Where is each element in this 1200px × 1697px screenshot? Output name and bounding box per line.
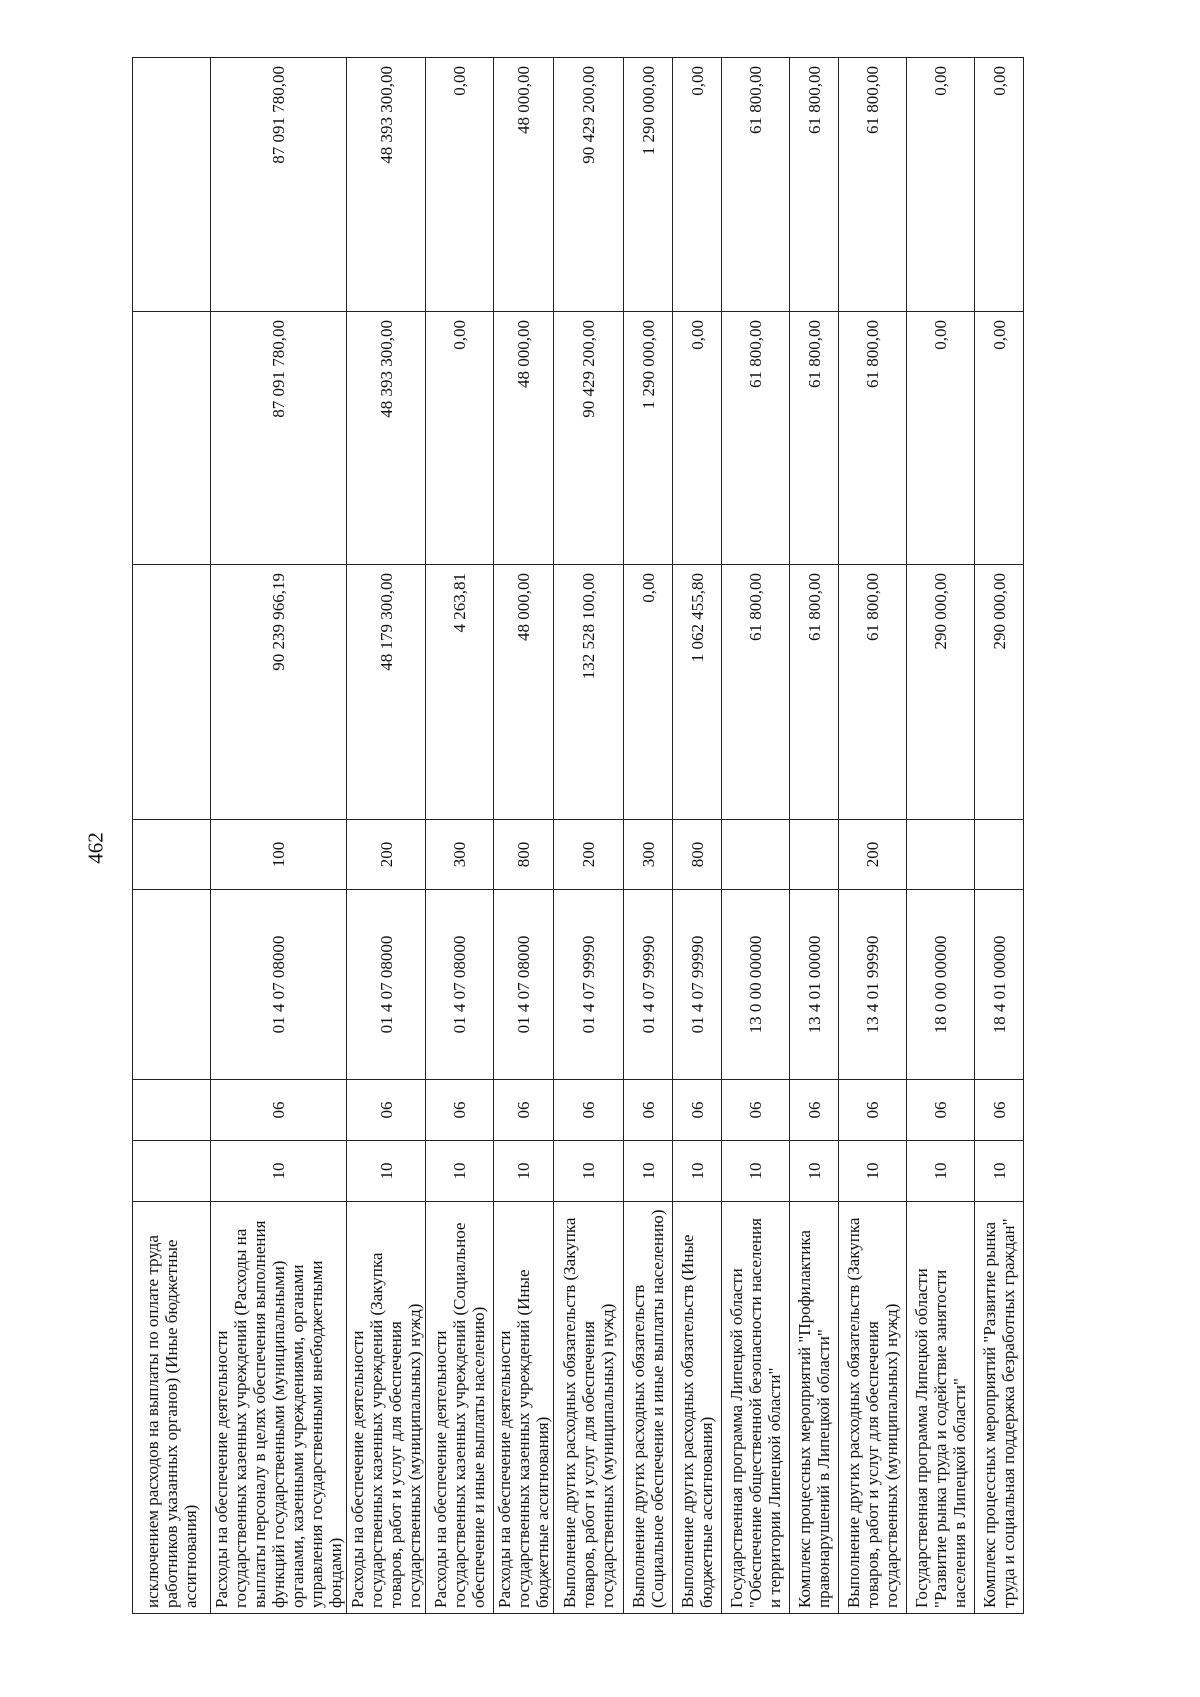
row-target-article-cell: 01 4 07 99990 [673, 890, 722, 1080]
row-name-cell: Выполнение других расходных обязательств (Социальное обеспечение и иные выплаты населению) [624, 1202, 673, 1614]
row-subsection-cell [133, 1080, 211, 1141]
row-amount-3-cell: 48 000,00 [494, 58, 554, 312]
row-section-cell: 10 [722, 1141, 790, 1202]
table-row [673, 58, 722, 1614]
row-amount-3-cell: 0,00 [907, 58, 975, 312]
row-expense-type-cell [790, 820, 839, 890]
row-name-cell: Государственная программа Липецкой области "Обеспечение общественной безопасности населения и территории Липецкой области" [722, 1202, 790, 1614]
row-section-cell: 10 [975, 1141, 1024, 1202]
row-expense-type-cell: 300 [426, 820, 494, 890]
row-amount-1-cell [133, 565, 211, 820]
table-row [722, 58, 790, 1614]
row-section-cell: 10 [554, 1141, 624, 1202]
row-name-cell: Расходы на обеспечение деятельности государственных казенных учреждений (Закупка товаров, работ и услуг для обеспечения государственных (муниципальных) нужд) [347, 1202, 426, 1614]
row-target-article-cell: 13 4 01 00000 [790, 890, 839, 1080]
row-section-cell: 10 [347, 1141, 426, 1202]
table-row [133, 58, 211, 1614]
row-expense-type-cell [722, 820, 790, 890]
row-amount-2-cell: 1 290 000,00 [624, 312, 673, 565]
row-section-cell: 10 [624, 1141, 673, 1202]
row-subsection-cell: 06 [790, 1080, 839, 1141]
row-target-article-cell: 13 4 01 99990 [839, 890, 907, 1080]
row-target-article-cell: 01 4 07 08000 [426, 890, 494, 1080]
row-name-cell: Выполнение других расходных обязательств (Закупка товаров, работ и услуг для обеспечения государственных (муниципальных) нужд) [554, 1202, 624, 1614]
row-amount-1-cell: 61 800,00 [722, 565, 790, 820]
row-amount-1-cell: 90 239 966,19 [211, 565, 347, 820]
row-target-article-cell: 18 0 00 00000 [907, 890, 975, 1080]
row-amount-1-cell: 290 000,00 [907, 565, 975, 820]
row-expense-type-cell: 800 [673, 820, 722, 890]
row-name-cell: Комплекс процессных мероприятий "Развитие рынка труда и социальная поддержка безработных граждан" [975, 1202, 1024, 1614]
row-name-cell: Выполнение других расходных обязательств (Иные бюджетные ассигнования) [673, 1202, 722, 1614]
table-row [907, 58, 975, 1614]
row-target-article-cell: 01 4 07 99990 [624, 890, 673, 1080]
row-target-article-cell: 01 4 07 08000 [494, 890, 554, 1080]
row-name-cell: Расходы на обеспечение деятельности государственных казенных учреждений (Социальное обеспечение и иные выплаты населению) [426, 1202, 494, 1614]
row-amount-1-cell: 4 263,81 [426, 565, 494, 820]
row-target-article-cell: 13 0 00 00000 [722, 890, 790, 1080]
row-expense-type-cell: 200 [554, 820, 624, 890]
row-amount-1-cell: 290 000,00 [975, 565, 1024, 820]
row-expense-type-cell: 800 [494, 820, 554, 890]
row-subsection-cell: 06 [554, 1080, 624, 1141]
row-section-cell: 10 [211, 1141, 347, 1202]
row-name-cell: Расходы на обеспечение деятельности государственных казенных учреждений (Иные бюджетные ассигнования) [494, 1202, 554, 1614]
budget-table [132, 57, 1024, 1614]
row-expense-type-cell: 200 [347, 820, 426, 890]
row-section-cell: 10 [839, 1141, 907, 1202]
row-expense-type-cell [133, 820, 211, 890]
row-amount-2-cell: 48 000,00 [494, 312, 554, 565]
row-amount-2-cell: 61 800,00 [790, 312, 839, 565]
row-amount-2-cell: 0,00 [673, 312, 722, 565]
row-name-cell: Расходы на обеспечение деятельности государственных казенных учреждений (Расходы на выплаты персоналу в целях обеспечения выполнения функций государственными (муниципальными) органами, казенными учреждениями, органами управления государственными внебюджетными фондами) [211, 1202, 347, 1614]
row-target-article-cell: 01 4 07 99990 [554, 890, 624, 1080]
row-target-article-cell [133, 890, 211, 1080]
row-amount-2-cell: 90 429 200,00 [554, 312, 624, 565]
row-section-cell: 10 [790, 1141, 839, 1202]
row-amount-3-cell: 48 393 300,00 [347, 58, 426, 312]
table-row [839, 58, 907, 1614]
row-amount-3-cell: 0,00 [426, 58, 494, 312]
row-amount-2-cell: 61 800,00 [839, 312, 907, 565]
table-row [494, 58, 554, 1614]
row-name-cell: Комплекс процессных мероприятий "Профилактика правонарушений в Липецкой области" [790, 1202, 839, 1614]
row-subsection-cell: 06 [426, 1080, 494, 1141]
row-amount-1-cell: 48 000,00 [494, 565, 554, 820]
row-section-cell: 10 [673, 1141, 722, 1202]
table-row [211, 58, 347, 1614]
row-target-article-cell: 01 4 07 08000 [211, 890, 347, 1080]
row-section-cell: 10 [907, 1141, 975, 1202]
row-amount-1-cell: 61 800,00 [790, 565, 839, 820]
row-expense-type-cell: 200 [839, 820, 907, 890]
row-amount-3-cell: 1 290 000,00 [624, 58, 673, 312]
page-number: 462 [83, 832, 108, 864]
table-row [347, 58, 426, 1614]
table-row [975, 58, 1024, 1614]
row-target-article-cell: 18 4 01 00000 [975, 890, 1024, 1080]
row-subsection-cell: 06 [494, 1080, 554, 1141]
row-subsection-cell: 06 [907, 1080, 975, 1141]
table-row [426, 58, 494, 1614]
row-subsection-cell: 06 [839, 1080, 907, 1141]
row-amount-2-cell: 61 800,00 [722, 312, 790, 565]
row-amount-1-cell: 132 528 100,00 [554, 565, 624, 820]
table-row [554, 58, 624, 1614]
row-amount-3-cell: 87 091 780,00 [211, 58, 347, 312]
row-target-article-cell: 01 4 07 08000 [347, 890, 426, 1080]
row-amount-2-cell: 0,00 [975, 312, 1024, 565]
row-expense-type-cell: 100 [211, 820, 347, 890]
row-subsection-cell: 06 [975, 1080, 1024, 1141]
row-amount-3-cell: 90 429 200,00 [554, 58, 624, 312]
row-amount-3-cell: 61 800,00 [839, 58, 907, 312]
row-subsection-cell: 06 [347, 1080, 426, 1141]
row-amount-1-cell: 48 179 300,00 [347, 565, 426, 820]
row-amount-3-cell: 61 800,00 [722, 58, 790, 312]
row-name-cell: исключением расходов на выплаты по оплате труда работников указанных органов) (Иные бюджетные ассигнования) [133, 1202, 211, 1614]
row-expense-type-cell [907, 820, 975, 890]
row-amount-3-cell [133, 58, 211, 312]
row-expense-type-cell [975, 820, 1024, 890]
row-amount-1-cell: 1 062 455,80 [673, 565, 722, 820]
row-subsection-cell: 06 [624, 1080, 673, 1141]
row-amount-2-cell: 0,00 [907, 312, 975, 565]
row-section-cell: 10 [494, 1141, 554, 1202]
row-section-cell: 10 [426, 1141, 494, 1202]
row-amount-1-cell: 0,00 [624, 565, 673, 820]
row-amount-3-cell: 0,00 [975, 58, 1024, 312]
row-expense-type-cell: 300 [624, 820, 673, 890]
row-subsection-cell: 06 [211, 1080, 347, 1141]
row-subsection-cell: 06 [722, 1080, 790, 1141]
row-name-cell: Государственная программа Липецкой области "Развитие рынка труда и содействие занятости населения в Липецкой области" [907, 1202, 975, 1614]
row-name-cell: Выполнение других расходных обязательств (Закупка товаров, работ и услуг для обеспечения государственных (муниципальных) нужд) [839, 1202, 907, 1614]
row-section-cell [133, 1141, 211, 1202]
row-amount-1-cell: 61 800,00 [839, 565, 907, 820]
row-amount-3-cell: 0,00 [673, 58, 722, 312]
rotated-table-container [132, 58, 1092, 1614]
row-amount-2-cell: 48 393 300,00 [347, 312, 426, 565]
row-amount-2-cell [133, 312, 211, 565]
row-amount-3-cell: 61 800,00 [790, 58, 839, 312]
row-amount-2-cell: 0,00 [426, 312, 494, 565]
table-row [624, 58, 673, 1614]
row-amount-2-cell: 87 091 780,00 [211, 312, 347, 565]
row-subsection-cell: 06 [673, 1080, 722, 1141]
table-row [790, 58, 839, 1614]
